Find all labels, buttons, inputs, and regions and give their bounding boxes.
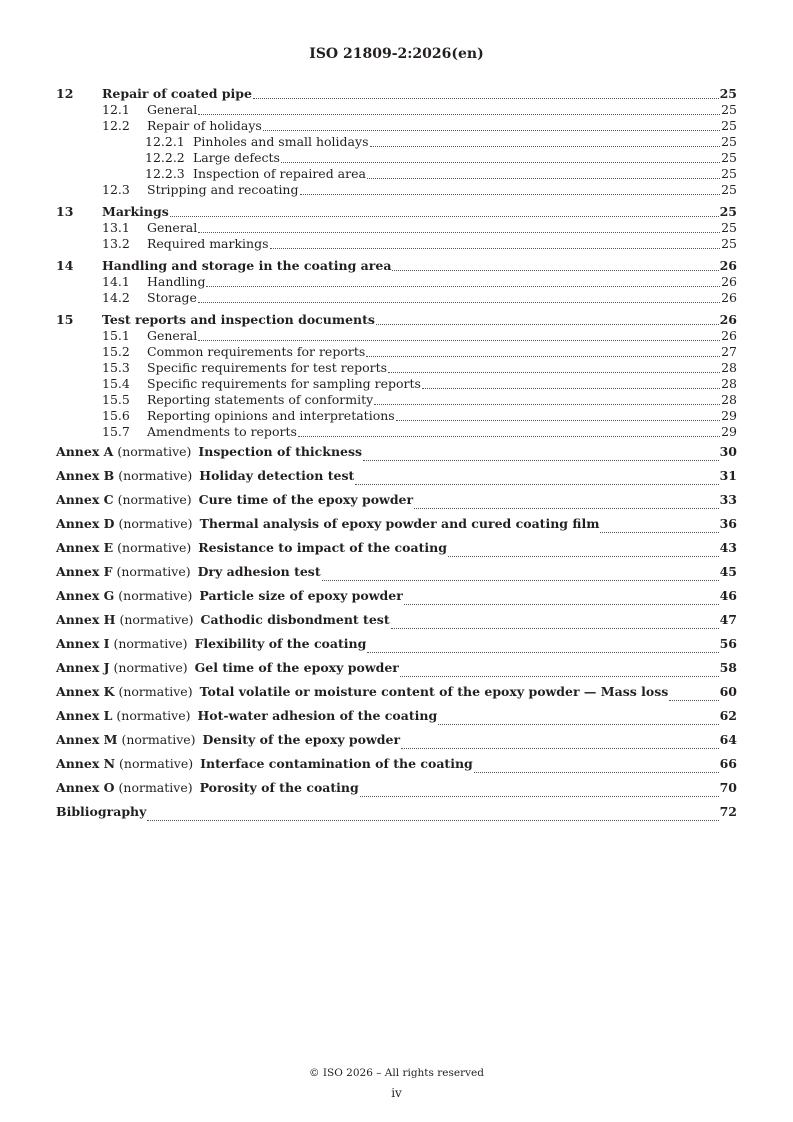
annex-label: Annex I bbox=[56, 636, 110, 651]
toc-title: General bbox=[147, 102, 198, 117]
annex-label: Annex B bbox=[56, 468, 115, 483]
toc-page: 25 bbox=[721, 134, 737, 149]
dot-leader bbox=[600, 531, 718, 533]
annex-title: Resistance to impact of the coating bbox=[198, 540, 447, 555]
toc-number: 15.4 bbox=[102, 376, 130, 391]
toc-entry-13-2[interactable] bbox=[56, 236, 737, 252]
annex-type: (normative) bbox=[119, 756, 194, 771]
toc-page: 25 bbox=[721, 118, 737, 133]
annex-title: Hot-water adhesion of the coating bbox=[197, 708, 438, 723]
toc-page: 29 bbox=[721, 408, 737, 423]
toc-annex-b[interactable] bbox=[56, 464, 737, 488]
dot-leader bbox=[298, 435, 720, 437]
toc-annex-g[interactable] bbox=[56, 584, 737, 608]
toc-entry-14-2[interactable] bbox=[56, 290, 737, 306]
toc-number: 15.5 bbox=[102, 392, 130, 407]
toc-page: 25 bbox=[719, 86, 737, 101]
annex-type: (normative) bbox=[118, 468, 193, 483]
toc-page: 25 bbox=[721, 102, 737, 117]
toc-title: Handling and storage in the coating area bbox=[102, 258, 392, 273]
table-of-contents bbox=[56, 86, 737, 824]
toc-number: 13 bbox=[56, 204, 74, 219]
annex-type: (normative) bbox=[121, 732, 196, 747]
dot-leader bbox=[366, 355, 720, 357]
toc-title: Specific requirements for sampling reports bbox=[147, 376, 421, 391]
toc-entry-15[interactable] bbox=[56, 312, 737, 328]
toc-title: Required markings bbox=[147, 236, 269, 251]
dot-leader bbox=[322, 579, 719, 581]
dot-leader bbox=[448, 555, 719, 557]
annex-title: Density of the epoxy powder bbox=[202, 732, 401, 747]
toc-page: 26 bbox=[721, 290, 737, 305]
toc-page: 31 bbox=[719, 468, 737, 483]
toc-annex-n[interactable] bbox=[56, 752, 737, 776]
document-header: ISO 21809-2:2026(en) bbox=[309, 46, 484, 62]
toc-page: 25 bbox=[721, 220, 737, 235]
toc-annex-a[interactable] bbox=[56, 440, 737, 464]
toc-number: 12 bbox=[56, 86, 74, 101]
toc-title: Test reports and inspection documents bbox=[102, 312, 375, 327]
toc-annex-f[interactable] bbox=[56, 560, 737, 584]
dot-leader bbox=[404, 603, 719, 605]
toc-entry-14-1[interactable] bbox=[56, 274, 737, 290]
annex-label: Annex H bbox=[56, 612, 116, 627]
annex-title: Gel time of the epoxy powder bbox=[194, 660, 399, 675]
toc-number: 15.6 bbox=[102, 408, 130, 423]
toc-title: Stripping and recoating bbox=[147, 182, 299, 197]
toc-entry-14[interactable] bbox=[56, 258, 737, 274]
toc-page: 64 bbox=[719, 732, 737, 747]
toc-title: General bbox=[147, 220, 198, 235]
annex-label: Annex E bbox=[56, 540, 114, 555]
toc-number: 14 bbox=[56, 258, 74, 273]
dot-leader bbox=[253, 97, 719, 99]
dot-leader bbox=[198, 301, 720, 303]
toc-entry-15-2[interactable] bbox=[56, 344, 737, 360]
toc-number: 14.2 bbox=[102, 290, 130, 305]
dot-leader bbox=[401, 747, 719, 749]
toc-page: 25 bbox=[721, 166, 737, 181]
toc-entry-15-6[interactable] bbox=[56, 408, 737, 424]
toc-bibliography[interactable] bbox=[56, 800, 737, 824]
toc-page: 28 bbox=[721, 392, 737, 407]
toc-title: Pinholes and small holidays bbox=[193, 134, 369, 149]
annex-title: Interface contamination of the coating bbox=[200, 756, 473, 771]
toc-page: 36 bbox=[719, 516, 737, 531]
toc-title: Markings bbox=[102, 204, 169, 219]
toc-number: 14.1 bbox=[102, 274, 130, 289]
toc-entry-12-2-2[interactable] bbox=[56, 150, 737, 166]
toc-title: General bbox=[147, 328, 198, 343]
annex-title: Thermal analysis of epoxy powder and cured coating film bbox=[199, 516, 600, 531]
dot-leader bbox=[438, 723, 718, 725]
annex-label: Annex D bbox=[56, 516, 115, 531]
dot-leader bbox=[263, 129, 720, 131]
dot-leader bbox=[669, 699, 718, 701]
toc-number: 12.2.3 bbox=[145, 166, 185, 181]
toc-page: 62 bbox=[719, 708, 737, 723]
toc-entry-12-3[interactable] bbox=[56, 182, 737, 198]
toc-annex-m[interactable] bbox=[56, 728, 737, 752]
annex-title: Cathodic disbondment test bbox=[200, 612, 390, 627]
toc-entry-13[interactable] bbox=[56, 204, 737, 220]
toc-page: 25 bbox=[719, 204, 737, 219]
toc-number: 13.1 bbox=[102, 220, 130, 235]
toc-entry-15-4[interactable] bbox=[56, 376, 737, 392]
annex-type: (normative) bbox=[118, 588, 193, 603]
toc-page: 66 bbox=[719, 756, 737, 771]
annex-title: Total volatile or moisture content of the epoxy powder — Mass loss bbox=[199, 684, 669, 699]
toc-entry-15-5[interactable] bbox=[56, 392, 737, 408]
annex-title: Flexibility of the coating bbox=[194, 636, 367, 651]
toc-annex-c[interactable] bbox=[56, 488, 737, 512]
toc-page: 28 bbox=[721, 360, 737, 375]
toc-number: 15.1 bbox=[102, 328, 130, 343]
toc-annex-h[interactable] bbox=[56, 608, 737, 632]
toc-title: Handling bbox=[147, 274, 206, 289]
dot-leader bbox=[170, 215, 719, 217]
bibliography-title: Bibliography bbox=[56, 804, 147, 819]
annex-type: (normative) bbox=[117, 540, 192, 555]
dot-leader bbox=[367, 651, 718, 653]
toc-number: 15.3 bbox=[102, 360, 130, 375]
toc-page: 25 bbox=[721, 150, 737, 165]
toc-entry-12-2-3[interactable] bbox=[56, 166, 737, 182]
toc-page: 26 bbox=[719, 312, 737, 327]
dot-leader bbox=[376, 323, 719, 325]
annex-label: Annex O bbox=[56, 780, 115, 795]
toc-page: 72 bbox=[719, 804, 737, 819]
toc-annex-j[interactable] bbox=[56, 656, 737, 680]
toc-entry-12-2[interactable] bbox=[56, 118, 737, 134]
annex-type: (normative) bbox=[113, 660, 188, 675]
annex-type: (normative) bbox=[118, 780, 193, 795]
toc-page: 27 bbox=[721, 344, 737, 359]
toc-page: 46 bbox=[719, 588, 737, 603]
annex-label: Annex C bbox=[56, 492, 114, 507]
toc-annex-o[interactable] bbox=[56, 776, 737, 800]
dot-leader bbox=[147, 819, 718, 821]
annex-label: Annex A bbox=[56, 444, 114, 459]
annex-type: (normative) bbox=[113, 636, 188, 651]
annex-type: (normative) bbox=[116, 564, 191, 579]
dot-leader bbox=[396, 419, 720, 421]
annex-title: Porosity of the coating bbox=[199, 780, 359, 795]
dot-leader bbox=[370, 145, 721, 147]
annex-label: Annex F bbox=[56, 564, 113, 579]
annex-title: Cure time of the epoxy powder bbox=[198, 492, 414, 507]
dot-leader bbox=[206, 285, 720, 287]
toc-title: Specific requirements for test reports bbox=[147, 360, 388, 375]
toc-title: Reporting statements of conformity bbox=[147, 392, 374, 407]
annex-title: Dry adhesion test bbox=[197, 564, 321, 579]
dot-leader bbox=[388, 371, 720, 373]
toc-title: Repair of coated pipe bbox=[102, 86, 252, 101]
toc-page: 47 bbox=[719, 612, 737, 627]
toc-entry-12-1[interactable] bbox=[56, 102, 737, 118]
toc-annex-i[interactable] bbox=[56, 632, 737, 656]
annex-label: Annex K bbox=[56, 684, 115, 699]
toc-page: 26 bbox=[719, 258, 737, 273]
dot-leader bbox=[363, 459, 719, 461]
dot-leader bbox=[367, 177, 720, 179]
toc-page: 60 bbox=[719, 684, 737, 699]
toc-annex-d[interactable] bbox=[56, 512, 737, 536]
toc-page: 28 bbox=[721, 376, 737, 391]
toc-title: Inspection of repaired area bbox=[193, 166, 366, 181]
annex-label: Annex L bbox=[56, 708, 113, 723]
dot-leader bbox=[391, 627, 719, 629]
annex-title: Particle size of epoxy powder bbox=[199, 588, 403, 603]
toc-annex-l[interactable] bbox=[56, 704, 737, 728]
dot-leader bbox=[414, 507, 718, 509]
toc-title: Repair of holidays bbox=[147, 118, 262, 133]
toc-number: 12.2 bbox=[102, 118, 130, 133]
annex-title: Holiday detection test bbox=[199, 468, 355, 483]
toc-page: 43 bbox=[719, 540, 737, 555]
annex-label: Annex N bbox=[56, 756, 116, 771]
toc-number: 15.7 bbox=[102, 424, 130, 439]
dot-leader bbox=[392, 269, 718, 271]
toc-title: Reporting opinions and interpretations bbox=[147, 408, 395, 423]
dot-leader bbox=[422, 387, 720, 389]
dot-leader bbox=[198, 113, 720, 115]
toc-entry-13-1[interactable] bbox=[56, 220, 737, 236]
annex-type: (normative) bbox=[117, 444, 192, 459]
dot-leader bbox=[300, 193, 721, 195]
dot-leader bbox=[474, 771, 719, 773]
toc-page: 25 bbox=[721, 182, 737, 197]
footer-copyright: © ISO 2026 – All rights reserved bbox=[309, 1067, 484, 1079]
toc-page: 25 bbox=[721, 236, 737, 251]
annex-type: (normative) bbox=[118, 516, 193, 531]
toc-title: Large defects bbox=[193, 150, 280, 165]
annex-type: (normative) bbox=[117, 492, 192, 507]
toc-page: 26 bbox=[721, 328, 737, 343]
toc-page: 70 bbox=[719, 780, 737, 795]
toc-entry-15-3[interactable] bbox=[56, 360, 737, 376]
toc-page: 45 bbox=[719, 564, 737, 579]
toc-entry-15-1[interactable] bbox=[56, 328, 737, 344]
toc-annex-k[interactable] bbox=[56, 680, 737, 704]
toc-entry-15-7[interactable] bbox=[56, 424, 737, 440]
annex-type: (normative) bbox=[119, 612, 194, 627]
dot-leader bbox=[198, 231, 720, 233]
toc-number: 12.1 bbox=[102, 102, 130, 117]
annex-title: Inspection of thickness bbox=[198, 444, 363, 459]
toc-number: 12.2.1 bbox=[145, 134, 185, 149]
toc-page: 29 bbox=[721, 424, 737, 439]
annex-label: Annex M bbox=[56, 732, 118, 747]
toc-number: 13.2 bbox=[102, 236, 130, 251]
toc-entry-12[interactable] bbox=[56, 86, 737, 102]
dot-leader bbox=[198, 339, 720, 341]
toc-number: 12.2.2 bbox=[145, 150, 185, 165]
annex-type: (normative) bbox=[118, 684, 193, 699]
toc-number: 15.2 bbox=[102, 344, 130, 359]
dot-leader bbox=[374, 403, 720, 405]
dot-leader bbox=[270, 247, 721, 249]
toc-page: 33 bbox=[719, 492, 737, 507]
toc-title: Common requirements for reports bbox=[147, 344, 366, 359]
toc-title: Amendments to reports bbox=[147, 424, 297, 439]
toc-title: Storage bbox=[147, 290, 197, 305]
dot-leader bbox=[281, 161, 720, 163]
toc-page: 58 bbox=[719, 660, 737, 675]
toc-entry-12-2-1[interactable] bbox=[56, 134, 737, 150]
dot-leader bbox=[400, 675, 719, 677]
toc-page: 26 bbox=[721, 274, 737, 289]
dot-leader bbox=[355, 483, 718, 485]
footer-page-number: iv bbox=[391, 1086, 402, 1100]
toc-annex-e[interactable] bbox=[56, 536, 737, 560]
toc-number: 12.3 bbox=[102, 182, 130, 197]
annex-type: (normative) bbox=[116, 708, 191, 723]
annex-label: Annex G bbox=[56, 588, 115, 603]
toc-page: 56 bbox=[719, 636, 737, 651]
toc-number: 15 bbox=[56, 312, 74, 327]
toc-page: 30 bbox=[719, 444, 737, 459]
annex-label: Annex J bbox=[56, 660, 110, 675]
dot-leader bbox=[360, 795, 719, 797]
